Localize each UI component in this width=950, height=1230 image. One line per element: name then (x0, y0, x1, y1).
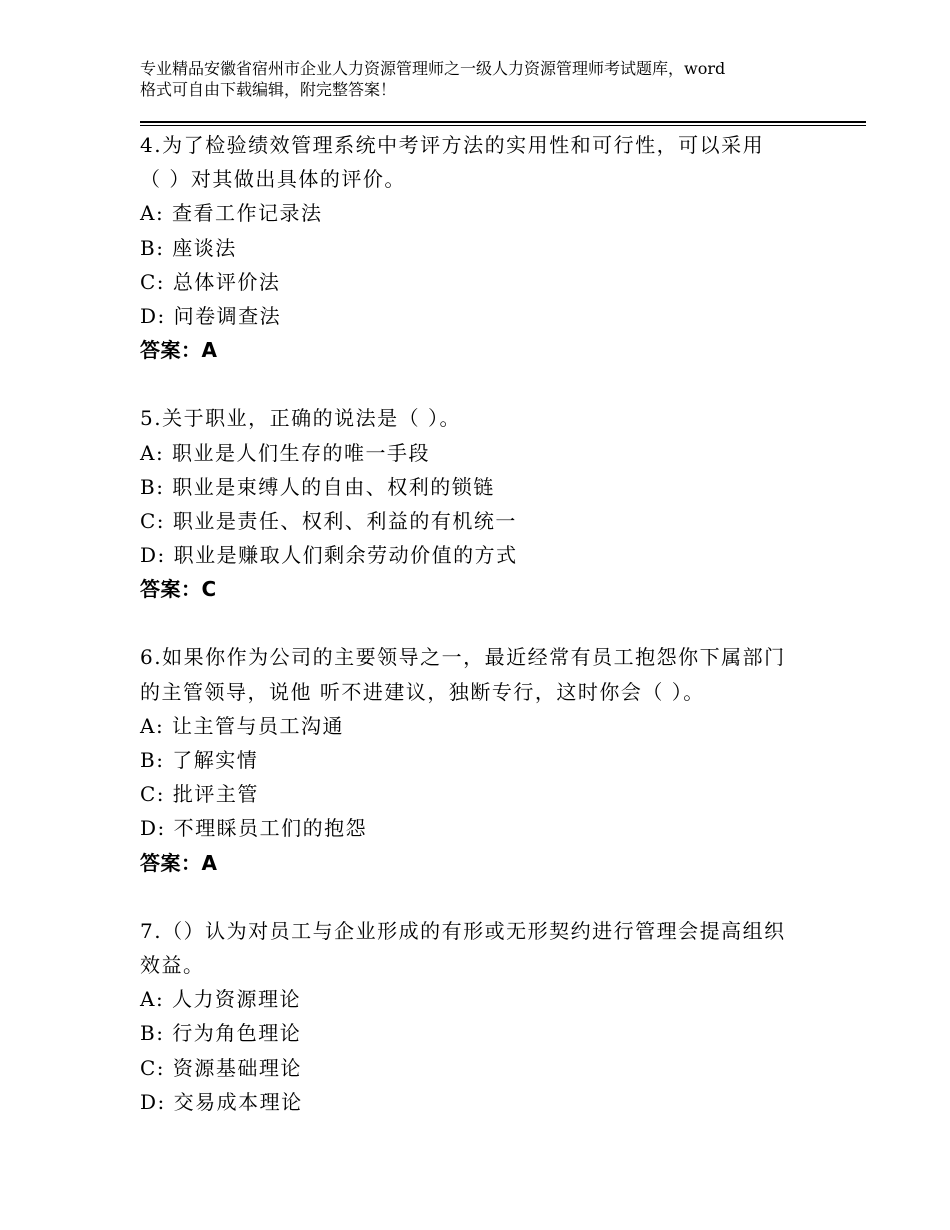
option-c: C: 总体评价法 (140, 269, 281, 294)
question-stem: （ ）对其做出具体的评价。 (140, 167, 406, 192)
question-stem: 6.如果你作为公司的主要领导之一，最近经常有员工抱怨你下属部门 (140, 645, 786, 670)
option-a: A: 让主管与员工沟通 (140, 713, 345, 738)
question-stem: 效益。 (140, 952, 205, 977)
option-b: B: 了解实情 (140, 748, 259, 772)
option-a: A: 查看工作记录法 (140, 201, 323, 226)
option-b: B: 行为角色理论 (140, 1021, 302, 1046)
option-d: D: 职业是赚取人们剩余劳动价值的方式 (140, 543, 518, 568)
question-5 (140, 401, 820, 606)
question-6 (140, 640, 820, 879)
answer-label: 答案：A (140, 850, 218, 875)
option-d: D: 问卷调查法 (140, 303, 282, 328)
option-d: D: 交易成本理论 (140, 1089, 303, 1114)
option-d: D: 不理睬员工们的抱怨 (140, 816, 368, 841)
question-stem: 7.（）认为对员工与企业形成的有形或无形契约进行管理会提高组织 (140, 918, 786, 943)
question-4 (140, 128, 820, 367)
option-c: C: 资源基础理论 (140, 1055, 302, 1080)
question-list (140, 128, 820, 1119)
answer-label: 答案：A (140, 338, 218, 363)
answer-label: 答案：C (140, 577, 217, 602)
document-header (140, 58, 840, 100)
option-a: A: 人力资源理论 (140, 987, 302, 1012)
question-stem: 的主管领导，说他 听不进建议，独断专行，这时你会（ ）。 (140, 679, 705, 704)
option-b: B: 座谈法 (140, 235, 237, 260)
header-divider-thin (140, 125, 866, 126)
header-line-1: 专业精品安徽省宿州市企业人力资源管理师之一级人力资源管理师考试题库，word (140, 59, 726, 78)
option-c: C: 批评主管 (140, 782, 259, 807)
header-divider-thick (140, 121, 866, 123)
option-c: C: 职业是责任、权利、利益的有机统一 (140, 508, 517, 533)
option-a: A: 职业是人们生存的唯一手段 (140, 440, 431, 465)
header-line-2: 格式可自由下载编辑，附完整答案！ (140, 80, 397, 99)
question-stem: 5.关于职业，正确的说法是（ ）。 (140, 406, 461, 431)
question-7 (140, 914, 820, 1119)
question-stem: 4.为了检验绩效管理系统中考评方法的实用性和可行性，可以采用 (140, 133, 765, 157)
option-b: B: 职业是束缚人的自由、权利的锁链 (140, 474, 495, 499)
